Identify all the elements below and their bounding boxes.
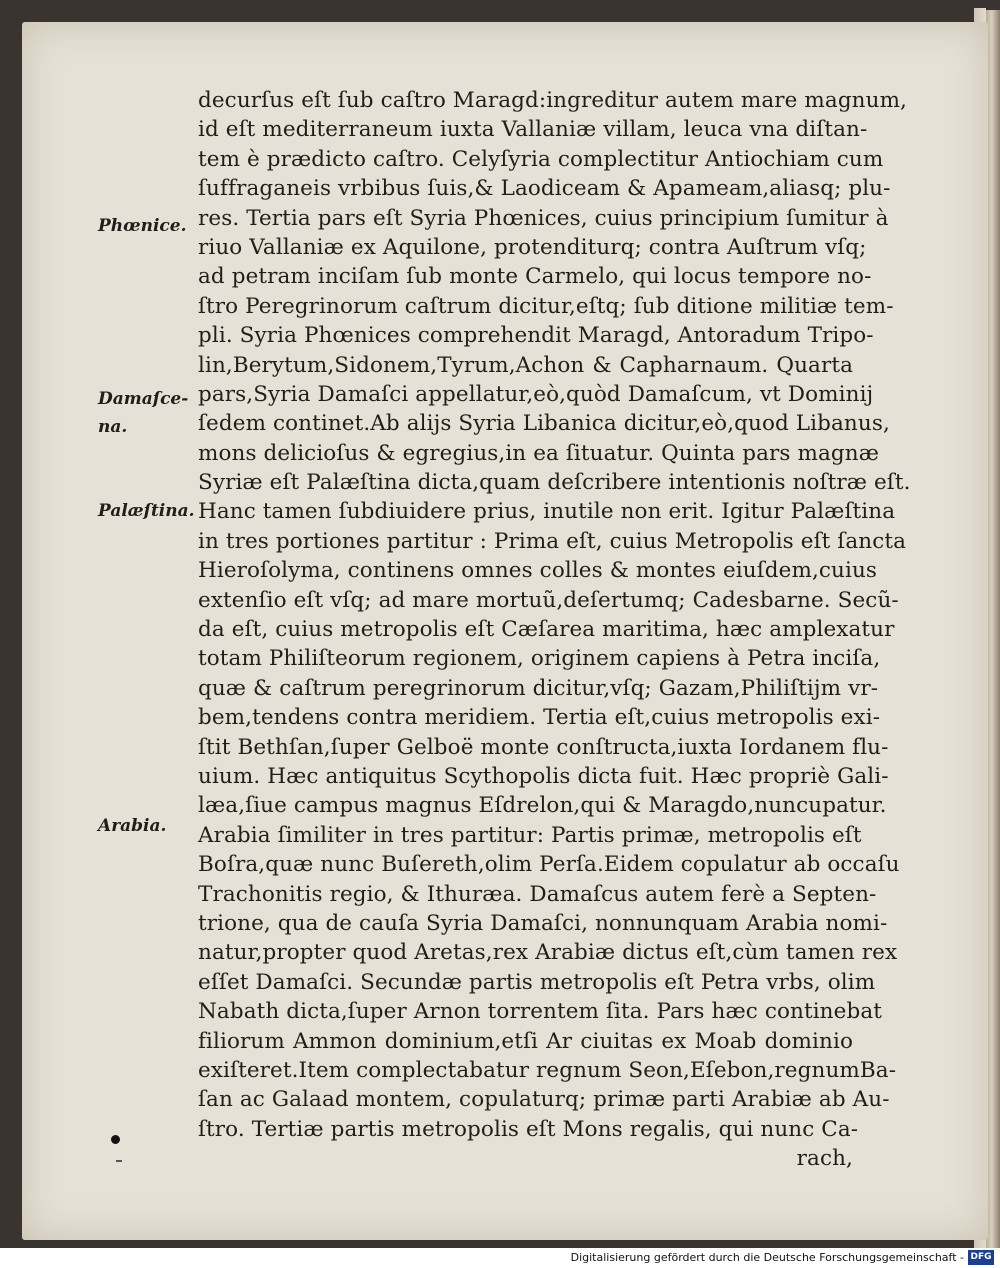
ink-speck (116, 1160, 122, 1162)
text-line: Arabia ſimiliter in tres partitur: Partis primæ, metropolis eſt (198, 822, 862, 848)
text-line: lin,Berytum,Sidonem,Tyrum,Achon & Capharnaum. Quarta (198, 352, 853, 378)
text-line: filiorum Ammon dominium,etſi Ar ciuitas ex Moab dominio (198, 1028, 853, 1054)
text-line: riuo Vallaniæ ex Aquilone, protenditurq; contra Auſtrum vſq; (198, 234, 867, 260)
text-line: bem,tendens contra meridiem. Tertia eſt,cuius metropolis exi- (198, 705, 881, 731)
text-line: uium. Hæc antiquitus Scythopolis dicta fuit. Hæc propriè Gali- (198, 763, 889, 789)
text-line: extenſio eſt vſq; ad mare mortuũ,deſertumq; Cadesbarne. Secũ- (198, 587, 899, 613)
margin-note-damascena-1: Damaſce- (98, 389, 189, 409)
catchword: rach, (796, 1146, 853, 1172)
ink-dot (111, 1135, 120, 1144)
margin-note-palaestina: Palæſtina. (98, 501, 195, 521)
text-line: ſtro. Tertiæ partis metropolis eſt Mons regalis, qui nunc Ca- (198, 1116, 859, 1142)
text-line: ſedem continet.Ab alijs Syria Libanica dicitur,eò,quod Libanus, (198, 411, 890, 437)
text-line: trione, qua de cauſa Syria Damaſci, nonnunquam Arabia nomi- (198, 910, 888, 936)
margin-note-damascena-2: na. (98, 417, 128, 437)
text-line: Nabath dicta,ſuper Arnon torrentem ſita. Pars hæc continebat (198, 999, 882, 1025)
text-line: eſſet Damaſci. Secundæ partis metropolis eſt Petra vrbs, olim (198, 969, 876, 995)
text-line: Boſra,quæ nunc Buſereth,olim Perſa.Eidem copulatur ab occaſu (198, 852, 900, 878)
text-line: da eſt, cuius metropolis eſt Cæſarea maritima, hæc amplexatur (198, 617, 895, 643)
text-line: mons delicioſus & egregius,in ea ſituatur. Quinta pars magnæ (198, 440, 880, 466)
text-line: id eſt mediterraneum iuxta Vallaniæ villam, leuca vna diſtan- (198, 117, 868, 143)
margin-note-phoenice: Phœnice. (98, 216, 187, 236)
text-line: totam Philiſteorum regionem, originem capiens à Petra inciſa, (198, 646, 881, 672)
text-line: ſtit Bethſan,ſuper Gelboë monte conſtructa,iuxta Iordanem flu- (198, 734, 889, 760)
text-line: quæ & caſtrum peregrinorum dicitur,vſq; Gazam,Philiſtijm vr- (198, 675, 879, 701)
text-line: ſuffraganeis vrbibus ſuis,& Laodiceam & Apameam,aliasq; plu- (198, 176, 891, 202)
text-line: pli. Syria Phœnices comprehendit Maragd, Antoradum Tripo- (198, 323, 874, 349)
text-line: exiſteret.Item complectabatur regnum Seon,Eſebon,regnumBa- (198, 1057, 897, 1083)
text-line: læa,ſiue campus magnus Eſdrelon,qui & Maragdo,nuncupatur. (198, 793, 887, 819)
main-text-block (198, 86, 911, 1173)
text-line: pars,Syria Damaſci appellatur,eò,quòd Damaſcum, vt Dominij (198, 381, 874, 407)
margin-note-arabia: Arabia. (98, 816, 167, 836)
footer-credit: Digitalisierung gefördert durch die Deutsche Forschungsgemeinschaft - (570, 1251, 964, 1264)
text-line: Trachonitis regio, & Ithuræa. Damaſcus autem ferè a Septen- (198, 881, 877, 907)
text-line: tem è prædicto caſtro. Celyſyria complectitur Antiochiam cum (198, 146, 884, 172)
text-line: decurſus eſt ſub caſtro Maragd:ingreditur autem mare magnum, (198, 88, 907, 113)
text-line: ad petram inciſam ſub monte Carmelo, qui locus tempore no- (198, 264, 872, 290)
text-line: Hanc tamen ſubdiuidere prius, inutile non erit. Igitur Palæſtina (198, 499, 896, 525)
text-line: ſan ac Galaad montem, copulaturq; primæ parti Arabiæ ab Au- (198, 1087, 890, 1113)
dfg-logo: DFG (968, 1250, 994, 1265)
text-line: Hieroſolyma, continens omnes colles & montes eiuſdem,cuius (198, 558, 878, 584)
text-line: natur,propter quod Aretas,rex Arabiæ dictus eſt,cùm tamen rex (198, 940, 898, 966)
text-line: in tres portiones partitur : Prima eſt, cuius Metropolis eſt ſancta (198, 528, 907, 554)
text-line: res. Tertia pars eſt Syria Phœnices, cuius principium ſumitur à (198, 205, 889, 231)
text-line: ſtro Peregrinorum caſtrum dicitur,eſtq; ſub ditione militiæ tem- (198, 293, 894, 319)
page-edge-outer (986, 10, 1000, 1248)
footer-bar (0, 1248, 1000, 1268)
text-line: Syriæ eſt Palæſtina dicta,quam deſcribere intentionis noſtræ eſt. (198, 470, 911, 496)
